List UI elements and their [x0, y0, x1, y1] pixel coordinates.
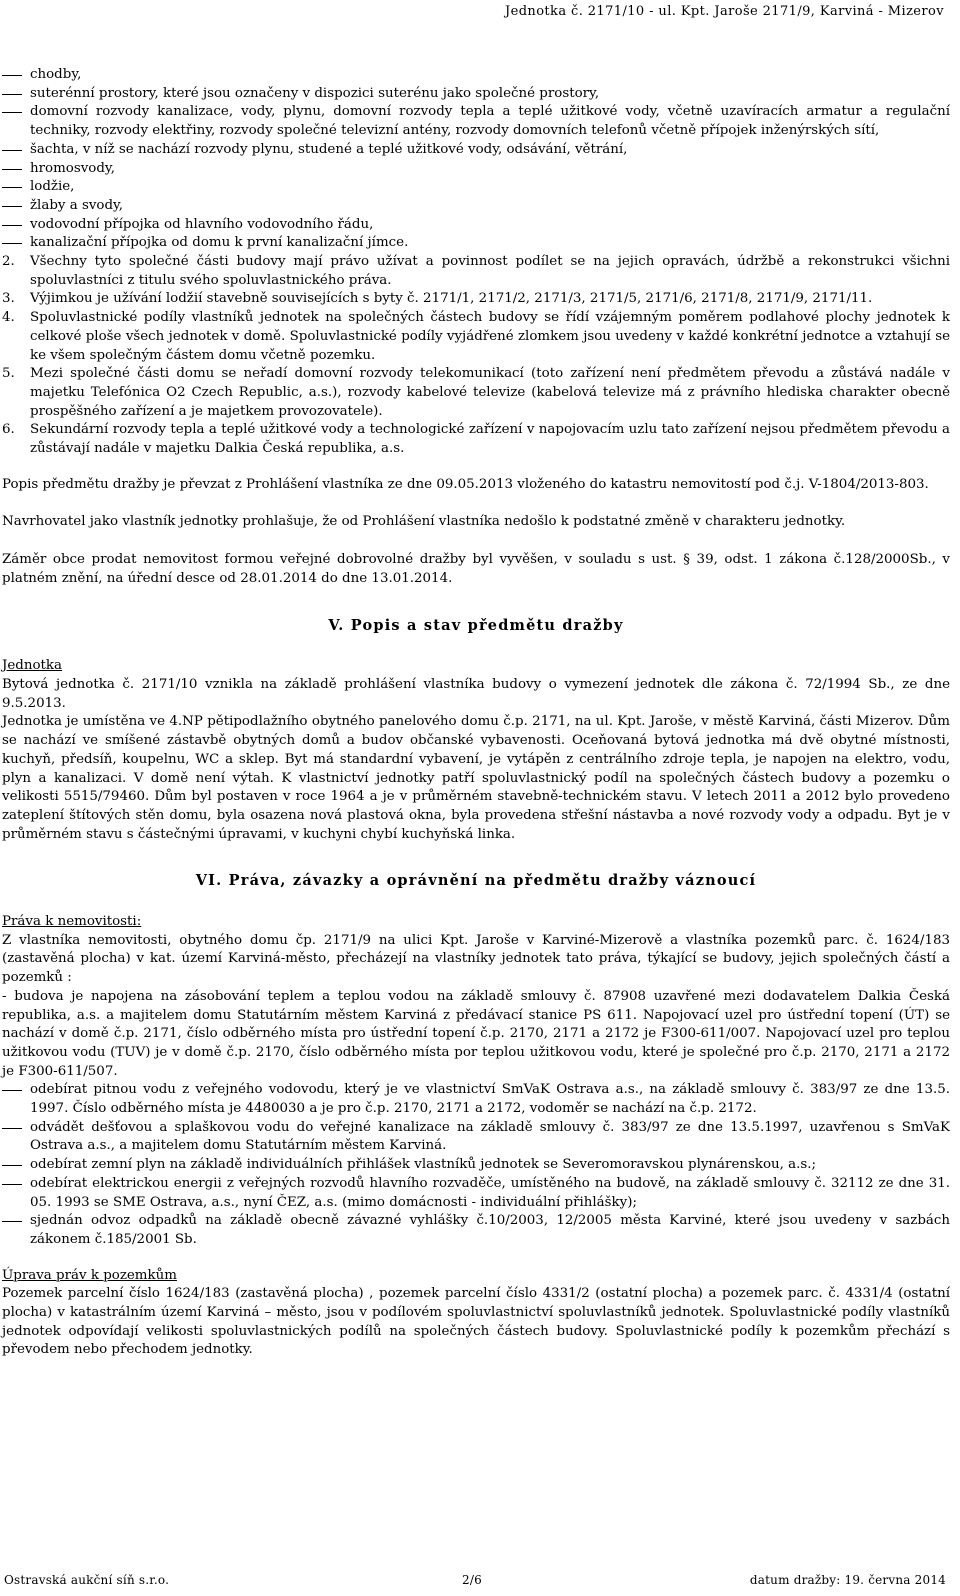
list-item: žlaby a svody,: [2, 197, 950, 216]
subheading-rights: Práva k nemovitosti:: [2, 914, 142, 930]
numbered-list: [2, 253, 950, 459]
paragraph-navrhovatel: Navrhovatel jako vlastník jednotky prohlašuje, že od Prohlášení vlastníka nedošlo k podstatné změně v charakteru jednotky.: [2, 514, 846, 530]
subheading-jednotka: Jednotka: [2, 658, 63, 674]
list-item: chodby,: [2, 66, 950, 85]
item-text: Sekundární rozvody tepla a teplé užitkové vody a technologické zařízení v napojovacím uzlu tato zařízení nejsou předmětem převodu a zůstávají nadále v majetku Dalkia Česká republika, a.s.: [30, 422, 950, 457]
section-heading-v: V. Popis a stav předmětu dražby: [328, 616, 624, 634]
paragraph-land-rights: Pozemek parcelní číslo 1624/183 (zastavěná plocha) , pozemek parcelní číslo 4331/2 (ostatní plocha) a pozemek parc. č. 4331/4 (ostatní plocha) v katastrálním území Karviná – město, jsou v podílovém spoluvlastnictví spoluvlastníků jednotek. Spoluvlastnické podíly vlastníků jednotek odpovídají velikosti spoluvlastnických podílů na společných částech budovy. Spoluvlastnické podíly k pozemkům přechází s převodem nebo přechodem jednotky.: [2, 1286, 950, 1358]
item-text: Všechny tyto společné části budovy mají právo užívat a povinnost podílet se na jejich opravách, údržbě a rekonstrukci všichni spoluvlastníci z titulu svého spoluvlastnického práva.: [30, 254, 950, 288]
item-number: 6.: [2, 422, 15, 438]
numbered-item: [2, 365, 950, 421]
list-item: domovní rozvody kanalizace, vody, plynu, domovní rozvody tepla a teplé užitkové vody, včetně uzavíracích armatur a regulační techniky, rozvody elektřiny, rozvody společné televizní antény, rozvody domovních telefonů včetně přípojek inženýrských sítí,: [2, 103, 950, 140]
footer-company: Ostravská aukční síň s.r.o.: [4, 1573, 170, 1587]
rights-list: [2, 1081, 950, 1249]
paragraph-unit-origin: Bytová jednotka č. 2171/10 vznikla na základě prohlášení vlastníka budovy o vymezení jednotek dle zákona č. 72/1994 Sb., ze dne 9.5.2013.: [2, 676, 950, 711]
item-number: 5.: [2, 366, 15, 382]
item-text: Výjimkou je užívání lodžií stavebně souvisejících s byty č. 2171/1, 2171/2, 2171/3, 2171/5, 2171/6, 2171/8, 2171/9, 2171/11.: [30, 291, 873, 307]
page-content: [2, 66, 950, 1360]
common-parts-list: [2, 66, 950, 253]
item-number: 4.: [2, 310, 15, 326]
list-item: odvádět dešťovou a splaškovou vodu do veřejné kanalizace na základě smlouvy č. 383/97 ze dne 13.5.1997, uzavřenou s SmVaK Ostrava a.s., a majitelem domu Statutárním městem Karviná.: [2, 1119, 950, 1156]
list-item: odebírat zemní plyn na základě individuálních přihlášek vlastníků jednotek se Severomoravskou plynárenskou, a.s.;: [2, 1156, 950, 1175]
numbered-item: [2, 309, 950, 365]
numbered-item: [2, 290, 950, 309]
paragraph-zamer: Záměr obce prodat nemovitost formou veřejné dobrovolné dražby byl vyvěšen, v souladu s ust. § 39, odst. 1 zákona č.128/2000Sb., v platném znění, na úřední desce od 28.01.2014 do dne 13.01.2014.: [2, 552, 950, 586]
list-item: hromosvody,: [2, 160, 950, 179]
paragraph-rights-intro: Z vlastníka nemovitosti, obytného domu čp. 2171/9 na ulici Kpt. Jaroše v Karviné-Mizerově a vlastníka pozemků parc. č. 1624/183 (zastavěná plocha) v kat. území Karviná-město, přecházejí na vlastníky jednotek tato práva, týkající se budovy, jejich společných částí a pozemků :: [2, 932, 950, 986]
running-header: Jednotka č. 2171/10 - ul. Kpt. Jaroše 2171/9, Karviná - Mizerov: [505, 4, 944, 19]
list-item: sjednán odvoz odpadků na základě obecně závazné vyhlášky č.10/2003, 12/2005 města Karviné, které jsou uvedeny v sazbách zákonem č.185/2001 Sb.: [2, 1212, 950, 1249]
list-item: lodžie,: [2, 178, 950, 197]
item-number: 3.: [2, 291, 15, 307]
list-item: kanalizační přípojka od domu k první kanalizační jímce.: [2, 234, 950, 253]
numbered-item: [2, 253, 950, 290]
list-item: suterénní prostory, které jsou označeny v dispozici suterénu jako společné prostory,: [2, 85, 950, 104]
footer-page-number: 2/6: [462, 1573, 482, 1587]
numbered-item: [2, 421, 950, 458]
list-item: odebírat elektrickou energii z veřejných rozvodů hlavního rozvaděče, umístěného na budově, na základě smlouvy č. 32112 ze dne 31. 05. 1993 se SME Ostrava, a.s., nyní ČEZ, a.s. (mimo domácnosti - individuální přihlášky);: [2, 1175, 950, 1212]
paragraph-popis: Popis předmětu dražby je převzat z Prohlášení vlastníka ze dne 09.05.2013 vloženého do katastru nemovitostí pod č.j. V-1804/2013-803.: [2, 476, 929, 492]
footer-auction-date: datum dražby: 19. června 2014: [749, 1573, 946, 1587]
subheading-land-rights: Úprava práv k pozemkům: [2, 1267, 177, 1283]
list-item: šachta, v níž se nachází rozvody plynu, studené a teplé užitkové vody, odsávání, větrání,: [2, 141, 950, 160]
list-item: odebírat pitnou vodu z veřejného vodovodu, který je ve vlastnictví SmVaK Ostrava a.s., na základě smlouvy č. 383/97 ze dne 13.5. 1997. Číslo odběrného místa je 4480030 a je pro č.p. 2170, 2171 a 2172, vodoměr se nachází na č.p. 2172.: [2, 1081, 950, 1118]
paragraph-unit-description: Jednotka je umístěna ve 4.NP pětipodlažního obytného panelového domu č.p. 2171, na ul. Kpt. Jaroše, v městě Karviná, části Mizerov. Dům se nachází ve smíšené zástavbě obytných domů a budov občanské vybavenosti. Oceňovaná bytová jednotka má dvě obytné místnosti, kuchyň, předsíň, koupelnu, WC a sklep. Byt má standardní vybavení, je vytápěn z centrálního zdroje tepla, je napojen na elektro, vodu, plyn a kanalizaci. V domě není výtah. K vlastnictví jednotky patří spoluvlastnický podíl na společných částech budovy a pozemku o velikosti 5515/79460. Dům byl postaven v roce 1964 a je v průměrném stavebně-technickém stavu. V letech 2011 a 2012 bylo provedeno zateplení štítových stěn domu, byla osazena nová plastová okna, byla provedena střešní nástavba a nové rozvody vody a odpadu. Byt je v průměrném stavu s částečnými úpravami, v kuchyni chybí kuchyňská linka.: [2, 714, 950, 842]
list-item: vodovodní přípojka od hlavního vodovodního řádu,: [2, 216, 950, 235]
item-number: 2.: [2, 254, 15, 270]
section-heading-vi: VI. Práva, závazky a oprávnění na předmětu dražby váznoucí: [195, 872, 757, 890]
item-text: Mezi společné části domu se neřadí domovní rozvody telekomunikací (toto zařízení není předmětem převodu a zůstává nadále v majetku Telefónica O2 Czech Republic, a.s.), rozvody kabelové televize (kabelová televize má z právního hlediska charakter obecně prospěšného zařízení a je majetkem provozovatele).: [30, 366, 950, 419]
item-text: Spoluvlastnické podíly vlastníků jednotek na společných částech budovy se řídí vzájemným poměrem podlahové plochy jednotek k celkové ploše všech jednotek v domě. Spoluvlastnické podíly vyjádřené zlomkem jsou uvedeny v každé konkrétní jednotce a vztahují se ke všem společným částem domu včetně pozemku.: [30, 310, 950, 363]
paragraph-heating: - budova je napojena na zásobování teplem a teplou vodou na základě smlouvy č. 87908 uzavřené mezi dodavatelem Dalkia Česká republika, a.s. a majitelem domu Statutárním městem Karviná z předávací stanice PS 611. Napojovací uzel pro ústřední topení (ÚT) se nachází v domě č.p. 2171, číslo odběrného místa pro ústřední topení č.p. 2170, 2171 a 2172 je F300-611/007. Napojovací uzel pro teplou užitkovou vodu (TUV) je v domě č.p. 2170, číslo odběrného místa por teplou užitkovou vodu, které je společné pro č.p. 2170, 2171 a 2172 je F300-611/507.: [2, 988, 950, 1079]
